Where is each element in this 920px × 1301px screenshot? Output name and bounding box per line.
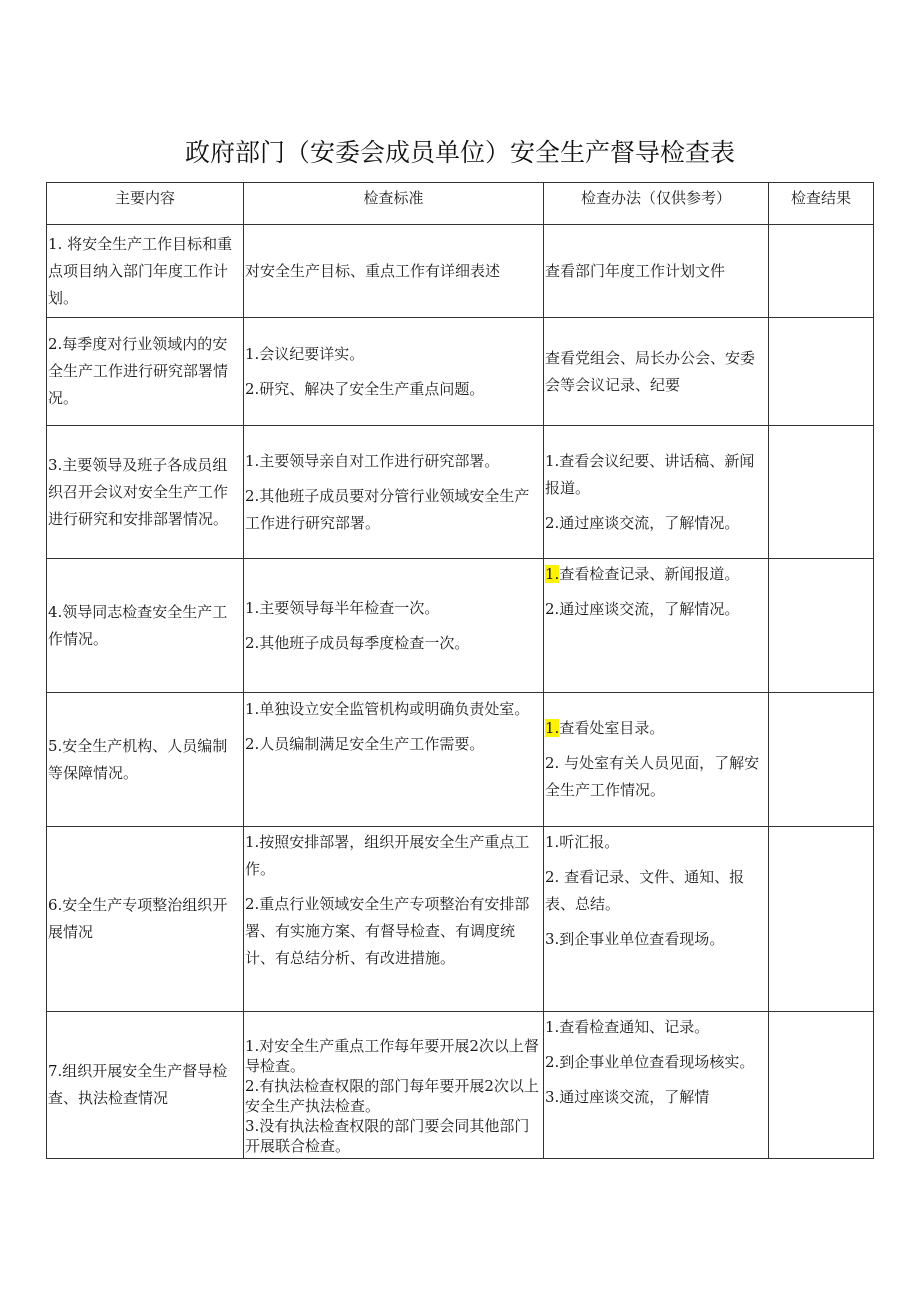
table-row xyxy=(47,1012,874,1159)
standard-item: 3.没有执法检查权限的部门要会同其他部门开展联合检查。 xyxy=(245,1117,530,1155)
method-item: 2.通过座谈交流，了解情况。 xyxy=(545,513,740,532)
standard-item: 1.主要领导亲自对工作进行研究部署。 xyxy=(245,451,500,470)
method-item: 1.查看检查通知、记录。 xyxy=(545,1018,710,1036)
standard-item: 2.其他班子成员要对分管行业领域安全生产工作进行研究部署。 xyxy=(245,486,530,532)
row-standard xyxy=(244,318,544,426)
header-check-result: 检查结果 xyxy=(769,183,874,225)
row-content: 4.领导同志检查安全生产工作情况。 xyxy=(47,559,244,693)
result-cell[interactable] xyxy=(769,559,874,693)
row-standard xyxy=(244,225,544,318)
method-item: 1.听汇报。 xyxy=(545,833,620,851)
row-content: 5.安全生产机构、人员编制等保障情况。 xyxy=(47,693,244,827)
row-standard xyxy=(244,1012,544,1159)
row-method xyxy=(544,426,769,559)
standard-item: 1.主要领导每半年检查一次。 xyxy=(245,598,440,617)
method-item: 查看党组会、局长办公会、安委会等会议记录、纪要 xyxy=(545,348,756,394)
standard-item: 2.研究、解决了安全生产重点问题。 xyxy=(245,379,485,398)
row-content: 6.安全生产专项整治组织开展情况 xyxy=(47,827,244,1012)
method-item: 查看部门年度工作计划文件 xyxy=(545,261,726,280)
result-cell[interactable] xyxy=(769,827,874,1012)
page-title: 政府部门（安委会成员单位）安全生产督导检查表 xyxy=(184,138,735,167)
row-method xyxy=(544,827,769,1012)
row-standard xyxy=(244,426,544,559)
standard-item: 1.单独设立安全监管机构或明确负责处室。 xyxy=(245,700,530,718)
row-content: 3.主要领导及班子各成员组织召开会议对安全生产工作进行研究和安排部署情况。 xyxy=(47,426,244,559)
method-item xyxy=(545,715,767,742)
table-row xyxy=(47,693,874,827)
method-item: 3.通过座谈交流，了解情 xyxy=(545,1088,710,1106)
method-item: 2.通过座谈交流，了解情况。 xyxy=(545,600,740,618)
table-row xyxy=(47,225,874,318)
row-standard xyxy=(244,693,544,827)
row-method xyxy=(544,225,769,318)
table-row xyxy=(47,426,874,559)
standard-item: 1.会议纪要详实。 xyxy=(245,344,365,363)
row-content: 1. 将安全生产工作目标和重点项目纳入部门年度工作计划。 xyxy=(47,225,244,318)
row-method xyxy=(544,1012,769,1159)
method-item: 2.到企事业单位查看现场核实。 xyxy=(545,1053,755,1071)
highlight-marker: 1. xyxy=(545,719,560,737)
result-cell[interactable] xyxy=(769,426,874,559)
standard-item: 1.按照安排部署，组织开展安全生产重点工作。 xyxy=(245,833,530,878)
row-method xyxy=(544,559,769,693)
row-standard xyxy=(244,827,544,1012)
row-standard xyxy=(244,559,544,693)
standard-item: 2.有执法检查权限的部门每年要开展2次以上安全生产执法检查。 xyxy=(245,1077,539,1115)
header-check-standard: 检查标准 xyxy=(244,183,544,225)
method-item: 2. 查看记录、文件、通知、报表、总结。 xyxy=(545,868,745,913)
standard-item: 2.重点行业领域安全生产专项整治有安排部署、有实施方案、有督导检查、有调度统计、有总结分析、有改进措施。 xyxy=(245,895,530,967)
result-cell[interactable] xyxy=(769,1012,874,1159)
standard-item: 2.其他班子成员每季度检查一次。 xyxy=(245,633,470,652)
table-row xyxy=(47,318,874,426)
standard-item: 对安全生产目标、重点工作有详细表述 xyxy=(245,261,501,280)
table-header-row xyxy=(47,183,874,225)
inspection-table xyxy=(46,182,874,1159)
method-item: 3.到企事业单位查看现场。 xyxy=(545,930,725,948)
row-method xyxy=(544,693,769,827)
result-cell[interactable] xyxy=(769,693,874,827)
row-method xyxy=(544,318,769,426)
row-content: 2.每季度对行业领域内的安全生产工作进行研究部署情况。 xyxy=(47,318,244,426)
row-content: 7.组织开展安全生产督导检查、执法检查情况 xyxy=(47,1012,244,1159)
standard-item: 2.人员编制满足安全生产工作需要。 xyxy=(245,735,485,753)
method-item: 2. 与处室有关人员见面，了解安全生产工作情况。 xyxy=(545,754,760,799)
header-main-content: 主要内容 xyxy=(47,183,244,225)
result-cell[interactable] xyxy=(769,225,874,318)
highlight-marker: 1. xyxy=(545,565,560,583)
method-text: 查看处室目录。 xyxy=(559,719,665,737)
method-item xyxy=(545,561,767,588)
standard-item: 1.对安全生产重点工作每年要开展2次以上督导检查。 xyxy=(245,1037,539,1075)
result-cell[interactable] xyxy=(769,318,874,426)
method-item: 1.查看会议纪要、讲话稿、新闻报道。 xyxy=(545,451,755,497)
table-row xyxy=(47,827,874,1012)
method-text: 查看检查记录、新闻报道。 xyxy=(559,565,740,583)
header-check-method: 检查办法（仅供参考） xyxy=(544,183,769,225)
table-row xyxy=(47,559,874,693)
